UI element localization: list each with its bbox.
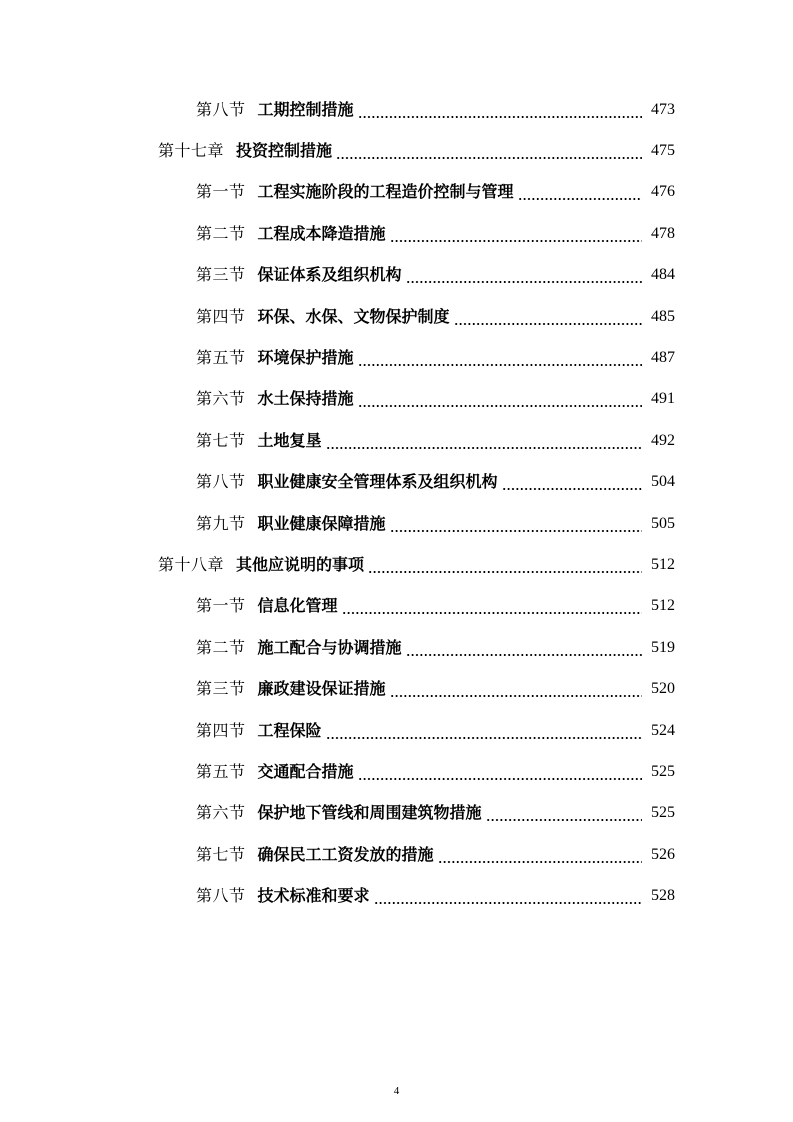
dot-leader <box>358 762 642 782</box>
toc-entry-page: 487 <box>651 349 675 367</box>
toc-entry-number: 第七节 <box>196 430 246 450</box>
toc-entry-title: 其他应说明的事项 <box>236 554 365 574</box>
dot-leader <box>358 389 642 409</box>
toc-entry[interactable] <box>0 255 793 296</box>
toc-entry[interactable] <box>0 875 793 916</box>
toc-entry-title: 投资控制措施 <box>236 141 333 161</box>
toc-entry[interactable] <box>0 172 793 213</box>
toc-entry-title: 工程成本降造措施 <box>257 223 386 243</box>
toc-entry-number: 第四节 <box>196 306 246 326</box>
toc-entry-page: 476 <box>651 183 675 201</box>
toc-entry-page: 525 <box>651 804 675 822</box>
toc-entry-number: 第四节 <box>196 720 246 740</box>
toc-entry-title: 信息化管理 <box>257 596 338 616</box>
dot-leader <box>390 514 642 534</box>
dot-leader <box>390 679 642 699</box>
toc-entry-number: 第五节 <box>196 348 246 368</box>
toc-entry-title: 技术标准和要求 <box>257 886 370 906</box>
dot-leader <box>336 141 642 161</box>
toc-entry-number: 第十七章 <box>158 141 225 161</box>
dot-leader <box>486 803 642 823</box>
toc-entry[interactable] <box>0 213 793 254</box>
dot-leader <box>358 100 642 120</box>
toc-entry[interactable] <box>0 751 793 792</box>
toc-entry-title: 工程保险 <box>257 720 322 740</box>
dot-leader <box>502 472 642 492</box>
toc-entry[interactable] <box>0 296 793 337</box>
toc-entry-number: 第九节 <box>196 513 246 533</box>
toc-entry[interactable] <box>0 710 793 751</box>
toc-entry-page: 473 <box>651 100 675 118</box>
toc-entry-title: 职业健康安全管理体系及组织机构 <box>257 472 498 492</box>
page-number: 4 <box>393 1085 400 1097</box>
toc-entry-page: 484 <box>651 266 675 284</box>
toc-entry-page: 475 <box>651 142 675 160</box>
toc-entry-title: 交通配合措施 <box>257 761 354 781</box>
toc-entry[interactable] <box>0 503 793 544</box>
toc-entry-page: 525 <box>651 762 675 780</box>
dot-leader <box>390 224 642 244</box>
dot-leader <box>406 265 642 285</box>
toc-entry-page: 504 <box>651 473 675 491</box>
toc-entry-page: 505 <box>651 514 675 532</box>
toc-entry-page: 528 <box>651 887 675 905</box>
toc-entry-page: 491 <box>651 390 675 408</box>
toc-entry-title: 工期控制措施 <box>257 99 354 119</box>
toc-entry-title: 工程实施阶段的工程造价控制与管理 <box>257 182 514 202</box>
toc-entry-title: 确保民工工资发放的措施 <box>257 844 434 864</box>
toc-entry-number: 第一节 <box>196 596 246 616</box>
toc-entry-chapter[interactable] <box>0 130 793 171</box>
dot-leader <box>438 845 642 865</box>
toc-entry-number: 第十八章 <box>158 554 225 574</box>
toc-entry-number: 第八节 <box>196 99 246 119</box>
toc-entry-number: 第二节 <box>196 637 246 657</box>
dot-leader <box>406 638 642 658</box>
toc-entry-title: 环境保护措施 <box>257 348 354 368</box>
toc-entry-page: 519 <box>651 638 675 656</box>
dot-leader <box>342 596 642 616</box>
toc-entry-chapter[interactable] <box>0 544 793 585</box>
dot-leader <box>358 348 642 368</box>
toc-entry-number: 第七节 <box>196 844 246 864</box>
toc-entry-number: 第八节 <box>196 886 246 906</box>
toc-entry-number: 第六节 <box>196 389 246 409</box>
toc-entry-title: 施工配合与协调措施 <box>257 637 402 657</box>
toc-entry[interactable] <box>0 462 793 503</box>
toc-entry-title: 土地复垦 <box>257 430 322 450</box>
toc-entry-number: 第三节 <box>196 679 246 699</box>
dot-leader <box>454 307 642 327</box>
dot-leader <box>374 886 642 906</box>
table-of-contents <box>0 89 793 917</box>
toc-entry-title: 环保、水保、文物保护制度 <box>257 306 450 326</box>
toc-entry[interactable] <box>0 89 793 130</box>
toc-entry-number: 第二节 <box>196 223 246 243</box>
toc-entry[interactable] <box>0 586 793 627</box>
dot-leader <box>368 555 642 575</box>
toc-entry-page: 526 <box>651 845 675 863</box>
toc-entry-title: 保护地下管线和周围建筑物措施 <box>257 803 482 823</box>
toc-entry[interactable] <box>0 627 793 668</box>
toc-entry-page: 492 <box>651 431 675 449</box>
toc-entry-page: 485 <box>651 307 675 325</box>
dot-leader <box>326 431 642 451</box>
dot-leader <box>326 721 642 741</box>
toc-entry-number: 第五节 <box>196 761 246 781</box>
toc-entry-number: 第六节 <box>196 803 246 823</box>
toc-entry-title: 廉政建设保证措施 <box>257 679 386 699</box>
toc-entry[interactable] <box>0 834 793 875</box>
toc-entry-page: 524 <box>651 721 675 739</box>
toc-entry-page: 512 <box>651 555 675 573</box>
toc-entry-title: 水土保持措施 <box>257 389 354 409</box>
toc-entry-number: 第三节 <box>196 265 246 285</box>
toc-entry-page: 478 <box>651 224 675 242</box>
toc-entry[interactable] <box>0 668 793 709</box>
toc-entry-page: 512 <box>651 597 675 615</box>
toc-entry[interactable] <box>0 793 793 834</box>
toc-entry-title: 保证体系及组织机构 <box>257 265 402 285</box>
toc-entry[interactable] <box>0 379 793 420</box>
dot-leader <box>518 182 642 202</box>
toc-entry-title: 职业健康保障措施 <box>257 513 386 533</box>
toc-entry-page: 520 <box>651 680 675 698</box>
toc-entry[interactable] <box>0 420 793 461</box>
toc-entry-number: 第八节 <box>196 472 246 492</box>
toc-entry-number: 第一节 <box>196 182 246 202</box>
toc-entry[interactable] <box>0 337 793 378</box>
